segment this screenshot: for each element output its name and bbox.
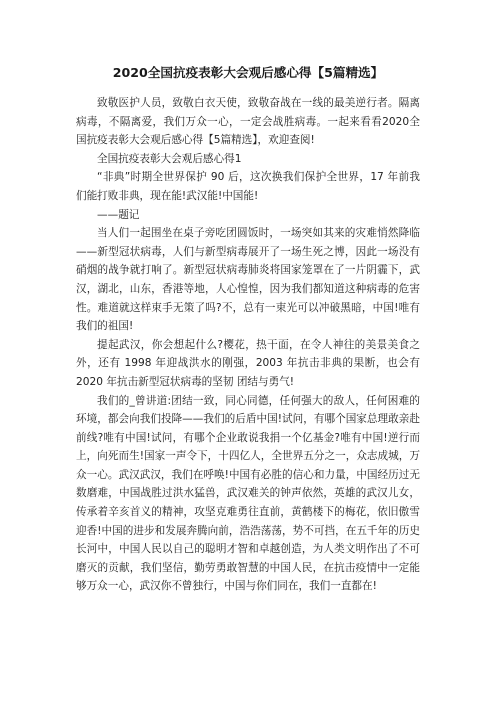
body-paragraph: 我们的_曾讲道:团结一致，同心同德，任何强大的敌人，任何困难的环境，都会向我们投降——我们的后盾中国!试问，有哪个国家总理敢亲赴前线?唯有中国!试问，有哪个企业敢说我捐一个亿基金?唯有中国!逆行而上，向死而生!国家一声令下，十四亿人，全世界五分之一，众志成城，万众一心。武汉武汉，我们在呼唤!中国有必胜的信心和力量，中国经历过无数磨难，中国战胜过洪水猛兽，武汉难关的钟声依然，英雄的武汉儿女，传承着辛亥首义的精神，攻坚克难勇往直前，黄鹤楼下的梅花，依旧傲雪迎香!中国的进步和发展奔腾向前，浩浩荡荡，势不可挡，在五千年的历史长河中，中国人民以自己的聪明才智和卓越创造，为人类文明作出了不可磨灭的贡献，我们坚信，勤劳勇敢智慧的中国人民，在抗击疫情中一定能够万众一心，武汉你不曾独行，中国与你们同在，我们一直都在! bbox=[76, 394, 420, 593]
body-paragraph: 提起武汉，你会想起什么?樱花，热干面，在令人神往的美景美食之外，还有 1998 年迎战洪水的刚强，2003 年抗击非典的果断，也会有 2020 年抗击新型冠状病毒的坚韧 团结与勇气! bbox=[76, 338, 420, 388]
section-heading: 全国抗疫表彰大会观后感心得1 bbox=[97, 152, 242, 165]
document-body bbox=[76, 94, 420, 596]
body-paragraph: 当人们一起围坐在桌子旁吃团圆饭时，一场突如其来的灾难悄然降临——新型冠状病毒，人们与新型病毒展开了一场生死之博，因此一场没有硝烟的战争就打响了。新型冠状病毒肺炎将国家笼罩在了一片阴霾下，武汉，湖北，山东，香港等地，人心惶惶，因为我们都知道这种病毒的危害性。难道就这样束手无策了吗?不，总有一束光可以冲破黑暗，中国!唯有我们的祖国! bbox=[76, 227, 420, 333]
intro-paragraph: 致敬医护人员，致敬白衣天使，致敬奋战在一线的最美逆行者。隔离病毒，不隔离爱，我们万众一心，一定会战胜病毒。一起来看看2020全国抗疫表彰大会观后感心得【5篇精选】，欢迎查阅! bbox=[76, 97, 420, 147]
epigraph-attribution: ——题记 bbox=[97, 208, 140, 221]
document-title: 2020全国抗疫表彰大会观后感心得【5篇精选】 bbox=[112, 65, 384, 80]
epigraph-paragraph: “非典”时期全世界保护 90 后，这次换我们保护全世界，17 年前我们能打败非典，现在能!武汉能!中国能! bbox=[76, 171, 420, 202]
